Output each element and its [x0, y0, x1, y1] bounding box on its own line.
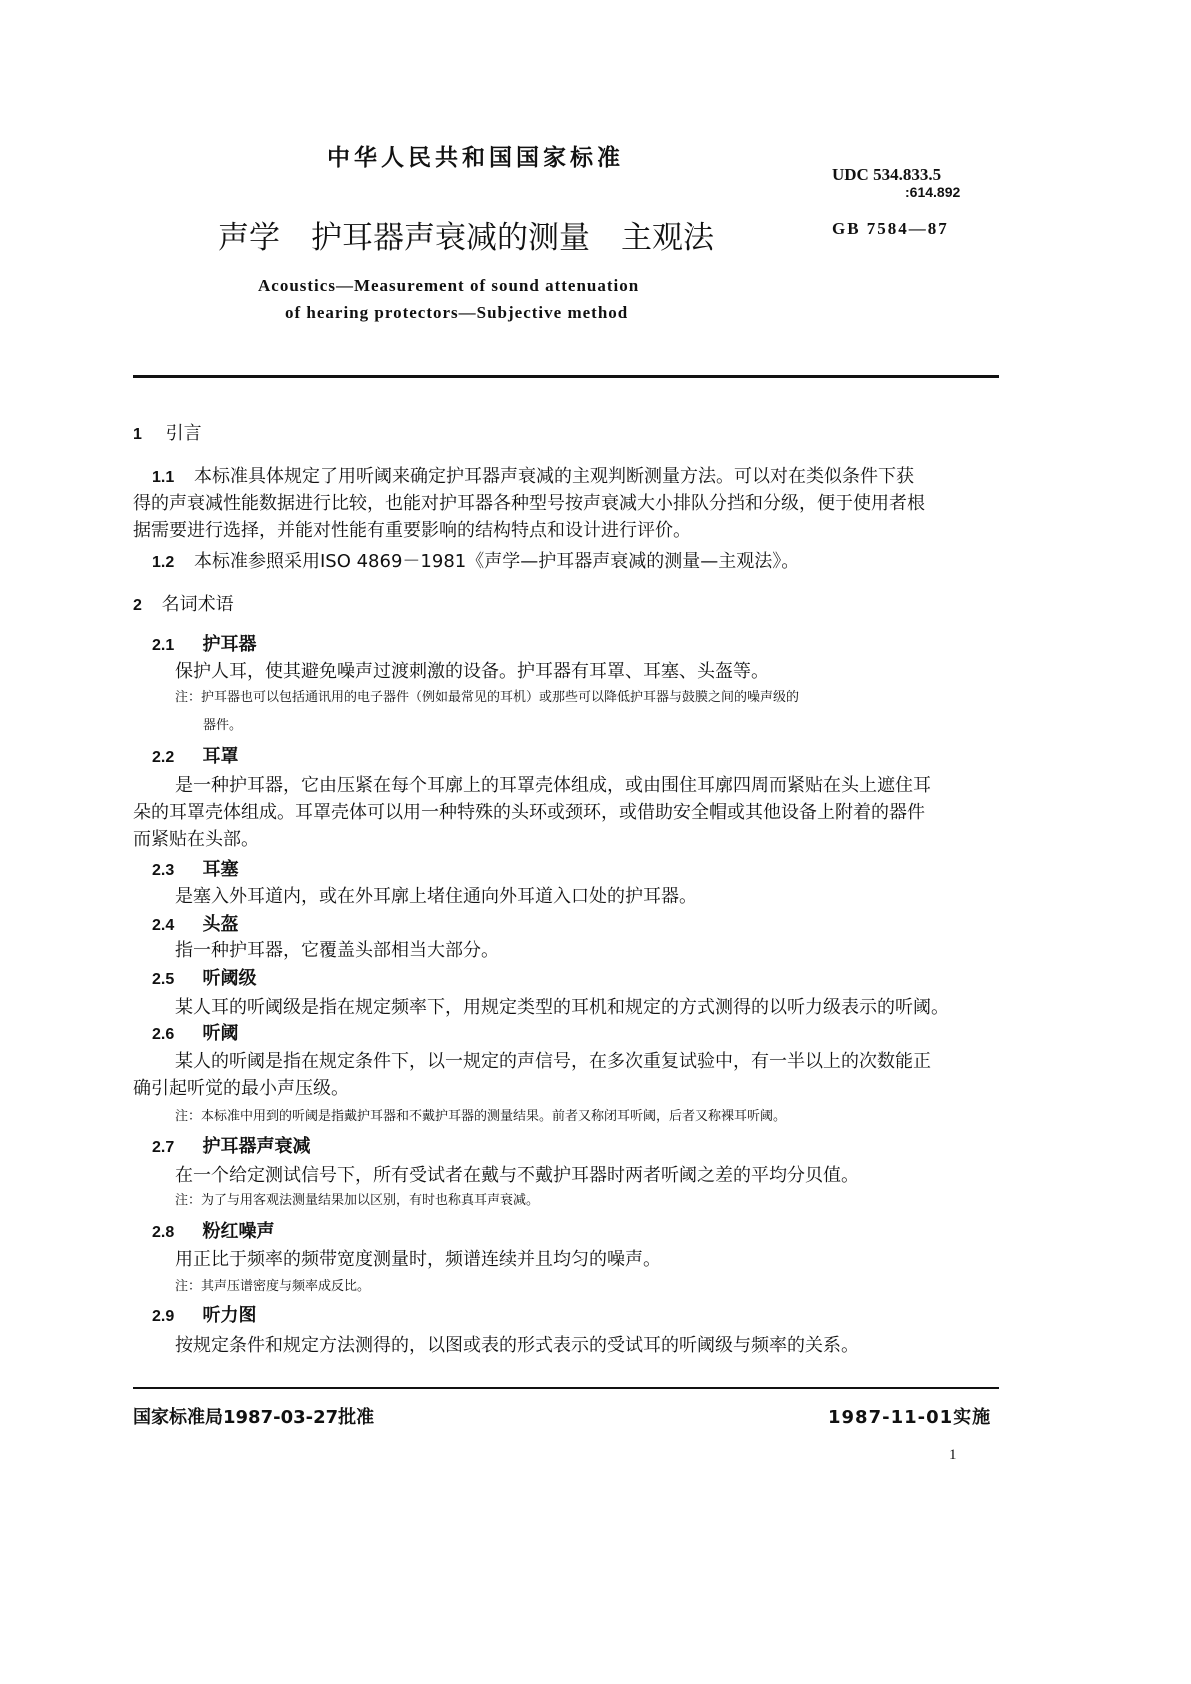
term-heading — [152, 1023, 239, 1046]
term-note: 注：为了与用客观法测量结果加以区别，有时也称真耳声衰减。 — [175, 1193, 540, 1208]
term-note: 注：本标准中用到的听阈是指戴护耳器和不戴护耳器的测量结果。前者又称闭耳听阈，后者又称裸耳听阈。 — [175, 1109, 787, 1124]
term-title: 听力图 — [202, 1305, 257, 1326]
term-definition: 而紧贴在头部。 — [133, 829, 259, 850]
clause-number: 2.3 — [152, 862, 175, 879]
term-note: 器件。 — [203, 718, 243, 733]
section-number: 2 — [133, 597, 142, 614]
term-title: 粉红噪声 — [202, 1221, 275, 1242]
term-definition: 朵的耳罩壳体组成。耳罩壳体可以用一种特殊的头环或颈环，或借助安全帽或其他设备上附着的器件 — [133, 802, 925, 823]
document-title: 声学 护耳器声衰减的测量 主观法 — [218, 220, 714, 256]
header-divider — [133, 375, 999, 378]
term-definition: 指一种护耳器，它覆盖头部相当大部分。 — [175, 940, 499, 961]
term-heading — [152, 1305, 257, 1328]
paragraph-line — [152, 551, 799, 574]
clause-number: 2.1 — [152, 637, 175, 654]
section-heading — [133, 594, 234, 617]
udc-code: UDC 534.833.5 — [832, 165, 942, 184]
term-definition: 是塞入外耳道内，或在外耳廓上堵住通向外耳道入口处的护耳器。 — [175, 886, 697, 907]
term-definition: 按规定条件和规定方法测得的，以图或表的形式表示的受试耳的听阈级与频率的关系。 — [175, 1335, 859, 1356]
term-heading — [152, 859, 239, 882]
term-definition: 某人的听阈是指在规定条件下，以一规定的声信号，在多次重复试验中，有一半以上的次数能正 — [175, 1051, 931, 1072]
term-definition: 某人耳的听阈级是指在规定频率下，用规定类型的耳机和规定的方式测得的以听力级表示的听阈。 — [175, 997, 949, 1018]
footer-divider — [133, 1387, 999, 1389]
english-title-1: Acoustics—Measurement of sound attenuation — [258, 276, 640, 295]
section-title: 引言 — [165, 423, 202, 444]
term-definition: 确引起听觉的最小声压级。 — [133, 1078, 349, 1099]
page-number: 1 — [949, 1447, 957, 1463]
term-note: 注：护耳器也可以包括通讯用的电子器件（例如最常见的耳机）或那些可以降低护耳器与鼓膜之间的噪声级的 — [175, 690, 800, 705]
term-title: 听阈 — [202, 1023, 239, 1044]
clause-number: 2.4 — [152, 917, 175, 934]
clause-number: 2.2 — [152, 749, 175, 766]
udc-code-2: :614.892 — [905, 184, 961, 200]
english-title-2: of hearing protectors—Subjective method — [285, 303, 629, 322]
clause-number: 2.7 — [152, 1139, 175, 1156]
term-heading — [152, 1221, 275, 1244]
standard-org: 中华人民共和国国家标准 — [327, 145, 624, 171]
clause-number: 2.8 — [152, 1224, 175, 1241]
text: 本标准参照采用ISO 4869－1981《声学—护耳器声衰减的测量—主观法》。 — [193, 551, 800, 572]
clause-number: 1.2 — [152, 554, 175, 571]
term-title: 头盔 — [202, 914, 239, 935]
text: 本标准具体规定了用听阈来确定护耳器声衰减的主观判断测量方法。可以对在类似条件下获 — [193, 466, 914, 487]
section-title: 名词术语 — [161, 594, 234, 615]
term-definition: 保护人耳，使其避免噪声过渡刺激的设备。护耳器有耳罩、耳塞、头盔等。 — [175, 661, 769, 682]
clause-number: 2.6 — [152, 1026, 175, 1043]
approval-date: 国家标准局1987-03-27批准 — [133, 1407, 375, 1428]
term-title: 护耳器声衰减 — [202, 1136, 311, 1157]
term-definition: 用正比于频率的频带宽度测量时，频谱连续并且均匀的噪声。 — [175, 1249, 661, 1270]
term-title: 耳罩 — [202, 746, 239, 767]
paragraph-line — [152, 466, 914, 489]
gb-code: GB 7584—87 — [832, 219, 949, 238]
paragraph-line: 据需要进行选择，并能对性能有重要影响的结构特点和设计进行评价。 — [133, 520, 691, 541]
effective-date: 1987-11-01实施 — [828, 1407, 992, 1428]
term-title: 听阈级 — [202, 968, 257, 989]
term-definition: 是一种护耳器，它由压紧在每个耳廓上的耳罩壳体组成，或由围住耳廓四周而紧贴在头上遮住耳 — [175, 775, 931, 796]
term-title: 护耳器 — [202, 634, 257, 655]
clause-number: 2.9 — [152, 1308, 175, 1325]
term-heading — [152, 914, 239, 937]
term-heading — [152, 746, 239, 769]
clause-number: 2.5 — [152, 971, 175, 988]
clause-number: 1.1 — [152, 469, 175, 486]
term-heading — [152, 634, 257, 657]
section-heading — [133, 423, 202, 446]
term-heading — [152, 968, 257, 991]
term-heading — [152, 1136, 311, 1159]
paragraph-line: 得的声衰减性能数据进行比较，也能对护耳器各种型号按声衰减大小排队分挡和分级，便于使用者根 — [133, 493, 925, 514]
term-title: 耳塞 — [202, 859, 239, 880]
section-number: 1 — [133, 426, 142, 443]
term-note: 注：其声压谱密度与频率成反比。 — [175, 1279, 371, 1294]
term-definition: 在一个给定测试信号下，所有受试者在戴与不戴护耳器时两者听阈之差的平均分贝值。 — [175, 1165, 859, 1186]
